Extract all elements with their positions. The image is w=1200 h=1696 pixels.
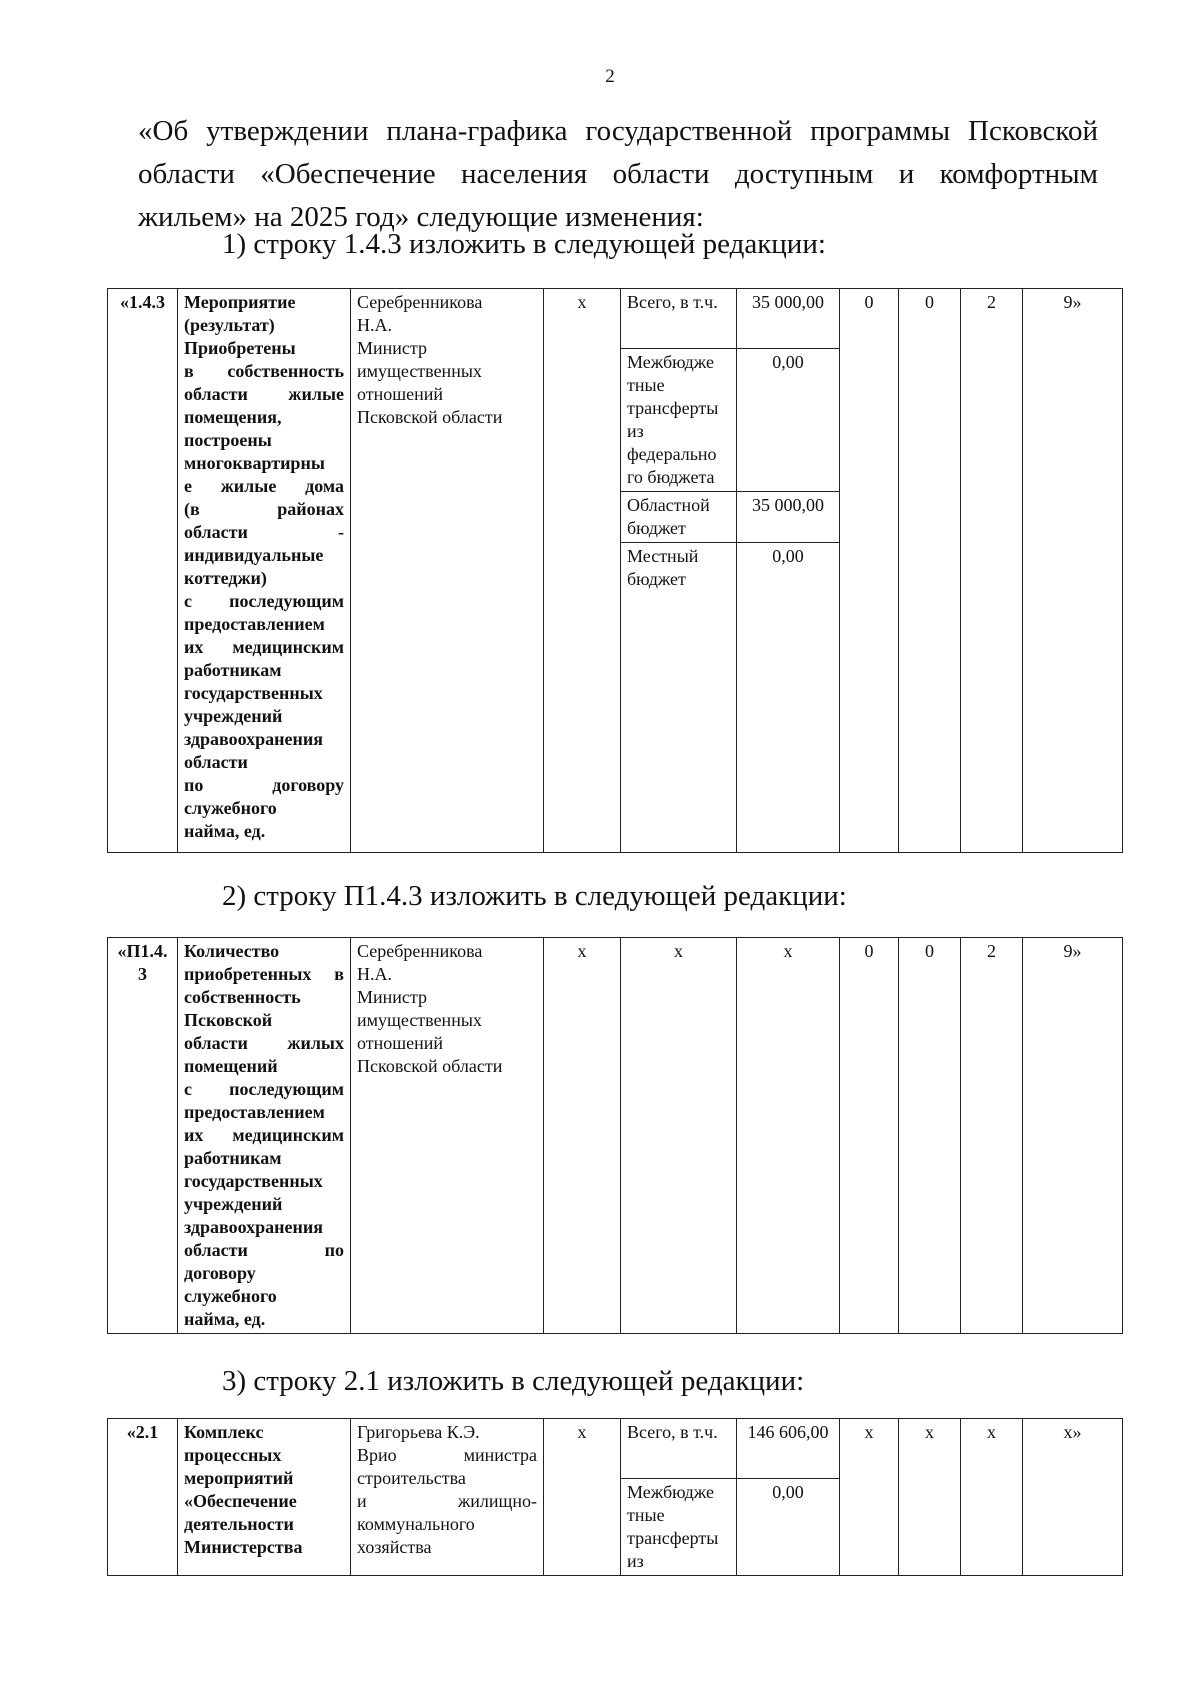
item1-table bbox=[107, 288, 1123, 853]
item3-table bbox=[107, 1418, 1123, 1576]
row-number: «П1.4. 3 bbox=[108, 938, 178, 1334]
item2-name-cell: Количество приобретенных в собственность Псковской области жилых помещений с последующим предоставлением их медицинским работникам государственных учреждений здравоохранения области по договору служебного найма, ед. bbox=[178, 938, 351, 1334]
funding-label: Всего, в т.ч. bbox=[621, 1419, 737, 1479]
item1-q1: 0 bbox=[840, 289, 899, 853]
item3-responsible-cell: Григорьева К.Э. Врио министра строительства и жилищно- коммунального хозяйства bbox=[351, 1419, 544, 1576]
item3-heading: 3) строку 2.1 изложить в следующей редакции: bbox=[222, 1365, 805, 1397]
intro-line: области «Обеспечение населения области доступным и комфортным bbox=[138, 158, 1098, 190]
item3-q1: х bbox=[840, 1419, 899, 1576]
item2-col6: х bbox=[737, 938, 840, 1334]
item3-q4: х» bbox=[1023, 1419, 1123, 1576]
item1-q3: 2 bbox=[961, 289, 1023, 853]
item2-col4: х bbox=[544, 938, 621, 1334]
funding-value: 0,00 bbox=[737, 349, 840, 492]
funding-value: 35 000,00 bbox=[737, 492, 840, 543]
funding-label: Межбюдже тные трансферты из bbox=[621, 1479, 737, 1576]
intro-paragraph bbox=[138, 110, 1098, 239]
intro-line: жильем» на 2025 год» следующие изменения: bbox=[138, 201, 704, 233]
item3-col4: х bbox=[544, 1419, 621, 1576]
row-number: «1.4.3 bbox=[108, 289, 178, 853]
funding-label: Местный бюджет bbox=[621, 543, 737, 853]
item2-responsible-cell: Серебренникова Н.А. Министр имущественных отношений Псковской области bbox=[351, 938, 544, 1334]
item1-q2: 0 bbox=[899, 289, 961, 853]
item1-responsible-cell: Серебренникова Н.А. Министр имущественных отношений Псковской области bbox=[351, 289, 544, 853]
item2-q3: 2 bbox=[961, 938, 1023, 1334]
page-number: 2 bbox=[605, 66, 615, 87]
row-number: «2.1 bbox=[108, 1419, 178, 1576]
item3-q3: х bbox=[961, 1419, 1023, 1576]
item2-q1: 0 bbox=[840, 938, 899, 1334]
funding-value: 146 606,00 bbox=[737, 1419, 840, 1479]
item1-name-cell: Мероприятие (результат) Приобретены в собственность области жилые помещения, построены многоквартирны е жилые дома (в районах области - индивидуальные коттеджи) с последующим предоставлением их медицинским работникам государственных учреждений здравоохранения области по договору служебного найма, ед. bbox=[178, 289, 351, 853]
item1-col4: х bbox=[544, 289, 621, 853]
funding-label: Областной бюджет bbox=[621, 492, 737, 543]
item2-q2: 0 bbox=[899, 938, 961, 1334]
funding-value: 0,00 bbox=[737, 543, 840, 853]
item1-q4: 9» bbox=[1023, 289, 1123, 853]
intro-line: «Об утверждении плана-графика государственной программы Псковской bbox=[138, 115, 1098, 147]
item2-col5: х bbox=[621, 938, 737, 1334]
item1-heading: 1) строку 1.4.3 изложить в следующей редакции: bbox=[222, 228, 826, 260]
item2-q4: 9» bbox=[1023, 938, 1123, 1334]
funding-value: 35 000,00 bbox=[737, 289, 840, 349]
item3-q2: х bbox=[899, 1419, 961, 1576]
funding-label: Всего, в т.ч. bbox=[621, 289, 737, 349]
item2-table bbox=[107, 937, 1123, 1334]
item2-heading: 2) строку П1.4.3 изложить в следующей редакции: bbox=[222, 880, 847, 912]
item3-name-cell: Комплекс процессных мероприятий «Обеспечение деятельности Министерства bbox=[178, 1419, 351, 1576]
funding-value: 0,00 bbox=[737, 1479, 840, 1576]
funding-label: Межбюдже тные трансферты из федерально го бюджета bbox=[621, 349, 737, 492]
